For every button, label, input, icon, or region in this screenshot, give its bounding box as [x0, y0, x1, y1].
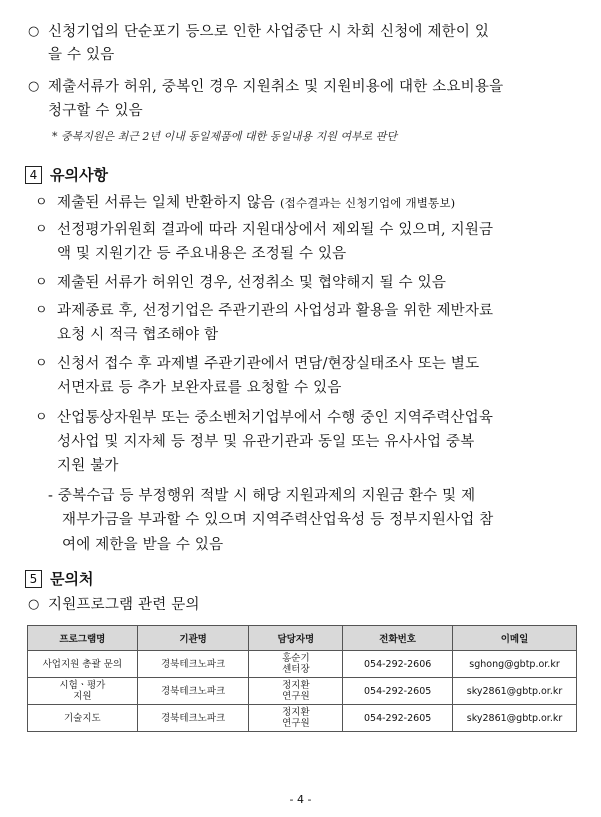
bullet-hollow: ㅇ — [35, 222, 48, 237]
table-header-row — [28, 626, 577, 651]
body-line — [57, 193, 455, 213]
contact-name-cell — [249, 651, 343, 678]
item-note: (접수결과는 신청기업에 개별통보) — [279, 196, 456, 210]
contact-title: 센터장 — [282, 664, 310, 675]
contact-title: 연구원 — [282, 691, 310, 702]
email-cell: sghong@gbtp.or.kr — [453, 651, 577, 678]
bullet-circle: ○ — [28, 597, 40, 612]
table-row — [28, 651, 577, 678]
phone-cell: 054-292-2606 — [343, 651, 453, 678]
body-line: - 중복수급 등 부정행위 적발 시 해당 지원과제의 지원금 환수 및 제 — [48, 488, 476, 504]
body-line: 제출된 서류가 허위인 경우, 선정취소 및 협약해지 될 수 있음 — [57, 275, 447, 291]
bullet-hollow: ㅇ — [35, 275, 48, 290]
email-cell: sky2861@gbtp.or.kr — [453, 678, 577, 705]
body-line: 지원프로그램 관련 문의 — [48, 597, 200, 613]
contact-title: 연구원 — [282, 718, 310, 729]
section-number: 5 — [25, 570, 42, 588]
duplicate-note: * 중복지원은 최근 2년 이내 동일제품에 대한 동일내용 지원 여부로 판단 — [52, 130, 397, 143]
contact-name-cell — [249, 678, 343, 705]
body-line: 산업통상자원부 또는 중소벤처기업부에서 수행 중인 지역주력산업육 — [57, 410, 494, 426]
body-line: 선정평가위원회 결과에 따라 지원대상에서 제외될 수 있으며, 지원금 — [57, 222, 494, 238]
column-header: 전화번호 — [343, 626, 453, 651]
contact-name: 정지환 — [282, 680, 310, 691]
column-header: 프로그램명 — [28, 626, 138, 651]
body-line: 성사업 및 지자체 등 정부 및 유관기관과 동일 또는 유사사업 중복 — [57, 434, 475, 450]
program-line: 지원 — [73, 691, 92, 702]
body-line: 요청 시 적극 협조해야 함 — [57, 327, 219, 343]
table-row — [28, 705, 577, 732]
bullet-hollow: ㅇ — [35, 410, 48, 425]
column-header: 이메일 — [453, 626, 577, 651]
contact-name-cell — [249, 705, 343, 732]
contact-name: 정지환 — [282, 707, 310, 718]
section-heading-4 — [25, 165, 108, 185]
program-cell: 사업지원 총괄 문의 — [28, 651, 138, 678]
bullet-hollow: ㅇ — [35, 303, 48, 318]
section-title: 유의사항 — [50, 166, 108, 184]
body-line: 여에 제한을 받을 수 있음 — [62, 537, 224, 553]
program-cell: 기술지도 — [28, 705, 138, 732]
contact-name: 홍순기 — [282, 653, 310, 664]
bullet-circle: ○ — [28, 79, 40, 94]
contact-table — [27, 625, 577, 732]
column-header: 담당자명 — [249, 626, 343, 651]
phone-cell: 054-292-2605 — [343, 678, 453, 705]
body-line: 재부가금을 부과할 수 있으며 지역주력산업육성 등 정부지원사업 참 — [62, 512, 494, 528]
body-line: 신청기업의 단순포기 등으로 인한 사업중단 시 차회 신청에 제한이 있 — [48, 24, 490, 40]
table-row — [28, 678, 577, 705]
org-cell: 경북테크노파크 — [137, 678, 249, 705]
org-cell: 경북테크노파크 — [137, 651, 249, 678]
body-line: 지원 불가 — [57, 458, 119, 474]
bullet-circle: ○ — [28, 24, 40, 39]
body-line: 을 수 있음 — [48, 47, 115, 63]
body-line: 과제종료 후, 선정기업은 주관기관의 사업성과 활용을 위한 제반자료 — [57, 303, 494, 319]
section-number: 4 — [25, 166, 42, 184]
section-heading-5 — [25, 569, 93, 589]
program-line: 시험ㆍ평가 — [59, 680, 106, 691]
bullet-hollow: ㅇ — [35, 356, 48, 371]
item-text: 제출된 서류는 일체 반환하지 않음 — [57, 195, 276, 211]
body-line: 신청서 접수 후 과제별 주관기관에서 면담/현장실태조사 또는 별도 — [57, 356, 480, 372]
body-line: 제출서류가 허위, 중복인 경우 지원취소 및 지원비용에 대한 소요비용을 — [48, 79, 504, 95]
column-header: 기관명 — [137, 626, 249, 651]
body-line: 서면자료 등 추가 보완자료를 요청할 수 있음 — [57, 380, 342, 396]
body-line: 액 및 지원기간 등 주요내용은 조정될 수 있음 — [57, 246, 347, 262]
org-cell: 경북테크노파크 — [137, 705, 249, 732]
bullet-hollow: ㅇ — [35, 195, 48, 210]
phone-cell: 054-292-2605 — [343, 705, 453, 732]
section-title: 문의처 — [50, 570, 94, 588]
body-line: 청구할 수 있음 — [48, 103, 143, 119]
program-cell — [28, 678, 138, 705]
email-cell: sky2861@gbtp.or.kr — [453, 705, 577, 732]
page-number: - 4 - — [289, 793, 312, 806]
